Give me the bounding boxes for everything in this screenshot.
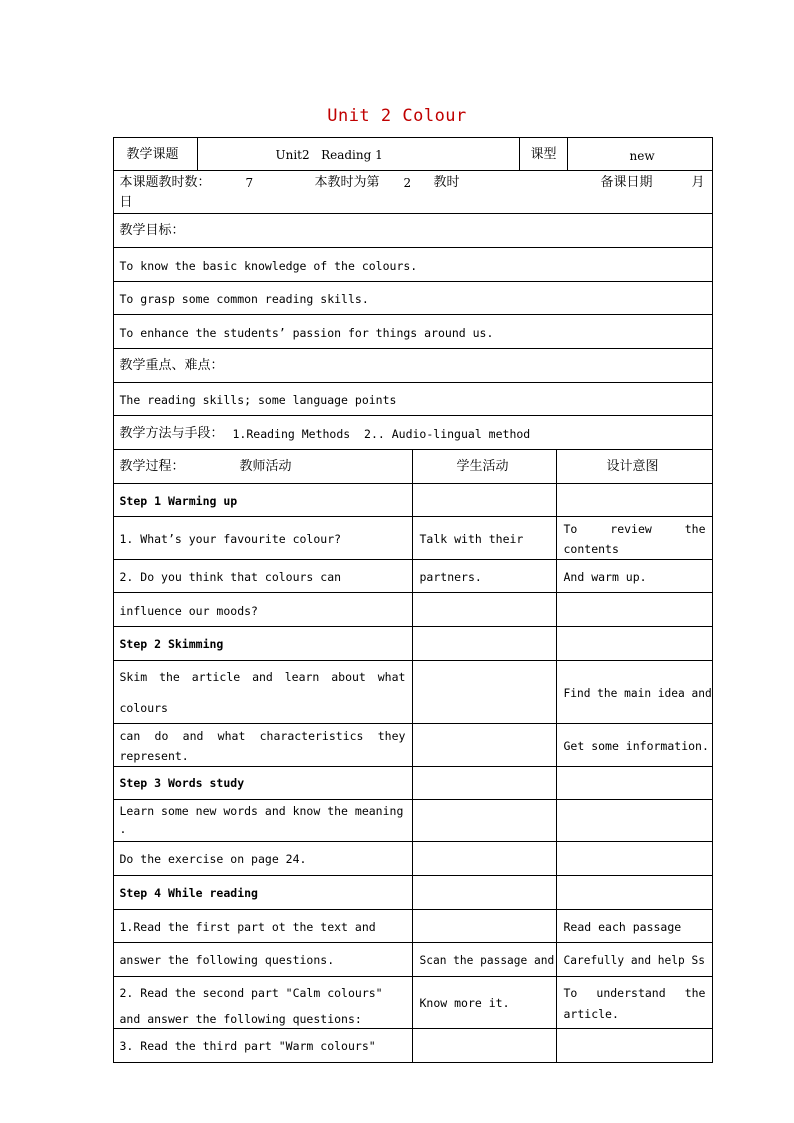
topic-value: Unit2 Reading 1 <box>275 147 383 162</box>
teacher-cell <box>113 559 413 593</box>
design-cell <box>556 723 713 767</box>
design-cell <box>556 516 713 560</box>
teacher-text <box>120 670 406 685</box>
teacher-text: 2. Do you think that colours can <box>119 569 342 584</box>
student-text: Know more it. <box>419 995 510 1010</box>
word: do <box>154 728 169 743</box>
type-cell <box>567 137 713 171</box>
design-text <box>564 522 706 537</box>
student-cell <box>412 799 557 842</box>
type-value: new <box>629 148 655 163</box>
objective-text: To grasp some common reading skills. <box>119 291 369 306</box>
student-cell <box>412 516 557 560</box>
student-cell <box>412 483 557 517</box>
student-activity-header-cell <box>412 449 557 484</box>
student-cell <box>412 909 557 943</box>
student-cell <box>412 559 557 593</box>
teacher-cell <box>113 942 413 977</box>
student-cell <box>412 723 557 767</box>
teacher-text <box>120 729 406 744</box>
word: learn <box>284 669 320 684</box>
step-title: Step 2 Skimming <box>119 636 224 651</box>
teacher-text: colours <box>119 700 168 715</box>
design-cell <box>556 483 713 517</box>
design-text: contents <box>563 541 619 556</box>
teacher-cell <box>113 1028 413 1063</box>
type-label: 课型 <box>530 146 557 162</box>
teacher-text: 1.Read the first part ot the text and <box>119 919 376 934</box>
type-label-cell <box>519 137 568 171</box>
hours-row <box>113 170 713 214</box>
teacher-text: 3. Read the third part "Warm colours" <box>119 1038 376 1053</box>
objective-row <box>113 281 713 315</box>
process-label: 教学过程： <box>119 458 185 474</box>
design-text: Find the main idea and <box>563 686 712 700</box>
teacher-cell <box>113 660 413 724</box>
day-label: 日 <box>119 194 133 210</box>
word: can <box>119 728 141 743</box>
teacher-text: Learn some new words and know the meaning <box>119 803 404 818</box>
step-title: Step 1 Warming up <box>119 493 238 508</box>
this-hour-value: 2 <box>403 175 412 190</box>
key-points-label: 教学重点、难点： <box>119 357 224 373</box>
design-cell <box>556 660 713 724</box>
student-cell <box>412 660 557 724</box>
key-points-text: The reading skills; some language points <box>119 392 397 407</box>
word: To <box>563 985 578 1000</box>
design-text <box>564 986 706 1001</box>
objective-text: To know the basic knowledge of the colours. <box>119 258 418 273</box>
design-text: Carefully and help Ss <box>563 953 705 967</box>
word: characteristics <box>259 728 364 743</box>
step-title: Step 4 While reading <box>119 885 258 900</box>
teacher-text: 1. What’s your favourite colour? <box>119 531 342 546</box>
total-hours-value: 7 <box>245 175 254 190</box>
design-cell <box>556 841 713 876</box>
student-text: Scan the passage and <box>419 953 555 967</box>
this-hour-label: 本教时为第 <box>314 174 380 190</box>
student-cell <box>412 875 557 910</box>
design-cell <box>556 592 713 627</box>
teacher-cell <box>113 592 413 627</box>
design-cell <box>556 875 713 910</box>
design-cell <box>556 1028 713 1063</box>
teacher-text: and answer the following questions: <box>119 1011 362 1026</box>
design-text: And warm up. <box>563 569 647 584</box>
methods-label: 教学方法与手段： <box>119 425 224 441</box>
word: they <box>377 728 406 743</box>
document-title: Unit 2 Colour <box>327 106 467 126</box>
student-activity-header: 学生活动 <box>456 458 509 474</box>
objectives-label-row <box>113 213 713 248</box>
key-points-row <box>113 382 713 416</box>
topic-cell <box>197 137 520 171</box>
word: and <box>252 669 273 684</box>
student-cell <box>412 942 557 977</box>
word: understand <box>596 985 666 1000</box>
teacher-cell <box>113 766 413 800</box>
methods-text: 1.Reading Methods 2.. Audio-lingual method <box>232 426 531 441</box>
teacher-text: 2. Read the second part "Calm colours" <box>119 985 383 1000</box>
design-cell <box>556 766 713 800</box>
step-title: Step 3 Words study <box>119 775 245 790</box>
design-cell <box>556 942 713 977</box>
teacher-cell <box>113 723 413 767</box>
student-cell <box>412 1028 557 1063</box>
design-text: Get some information. <box>563 738 709 753</box>
hour-unit: 教时 <box>433 174 460 190</box>
student-cell <box>412 592 557 627</box>
objective-row <box>113 247 713 282</box>
teacher-cell <box>113 976 413 1029</box>
teacher-text: Do the exercise on page 24. <box>119 851 307 866</box>
objective-row <box>113 314 713 349</box>
design-text: Read each passage <box>563 919 682 934</box>
word: what <box>217 728 246 743</box>
teacher-cell <box>113 875 413 910</box>
word: about <box>331 669 366 684</box>
objective-text: To enhance the students’ passion for things around us. <box>119 325 494 340</box>
key-points-label-row <box>113 348 713 383</box>
month-label: 月 <box>691 174 705 190</box>
design-cell <box>556 799 713 842</box>
design-cell <box>556 909 713 943</box>
total-hours-label: 本课题教时数： <box>119 174 211 190</box>
teacher-activity-header: 教师活动 <box>239 458 292 474</box>
teacher-text: answer the following questions. <box>119 952 335 967</box>
design-cell <box>556 626 713 661</box>
design-cell <box>556 976 713 1029</box>
design-cell <box>556 559 713 593</box>
word: and <box>182 728 204 743</box>
word: article <box>191 669 241 684</box>
word: the <box>684 521 706 536</box>
student-text: partners. <box>419 569 482 584</box>
word: the <box>684 985 706 1000</box>
teacher-cell <box>113 799 413 842</box>
student-cell <box>412 841 557 876</box>
topic-label: 教学课题 <box>126 146 179 162</box>
word: the <box>159 669 180 684</box>
student-cell <box>412 766 557 800</box>
student-cell <box>412 976 557 1029</box>
teacher-text: influence our moods? <box>119 603 258 618</box>
topic-label-cell <box>113 137 198 171</box>
methods-row <box>113 415 713 450</box>
teacher-cell <box>113 841 413 876</box>
teacher-text: . <box>119 821 127 836</box>
process-teacher-header <box>113 449 413 484</box>
word: what <box>377 669 406 684</box>
teacher-cell <box>113 516 413 560</box>
word: To <box>563 521 578 536</box>
teacher-cell <box>113 483 413 517</box>
design-text: article. <box>563 1006 619 1021</box>
word: review <box>610 521 652 536</box>
word: Skim <box>119 669 148 684</box>
teacher-text: represent. <box>119 748 189 763</box>
student-cell <box>412 626 557 661</box>
teacher-cell <box>113 626 413 661</box>
design-intent-header: 设计意图 <box>606 458 659 474</box>
student-text: Talk with their <box>419 531 524 546</box>
prep-date-label: 备课日期 <box>600 174 653 190</box>
design-intent-header-cell <box>556 449 713 484</box>
objectives-label: 教学目标： <box>119 222 185 238</box>
teacher-cell <box>113 909 413 943</box>
